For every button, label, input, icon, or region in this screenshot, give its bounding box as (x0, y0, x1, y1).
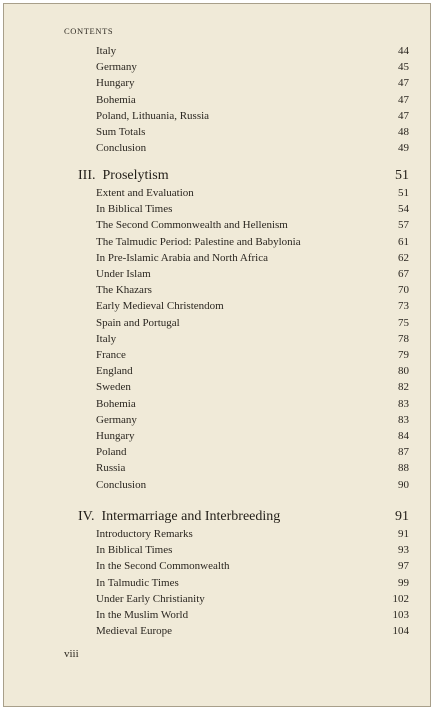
chapter-title-group (78, 166, 169, 186)
toc-entry (96, 75, 409, 91)
toc-entry (96, 250, 409, 266)
toc-entry (96, 201, 409, 217)
toc-entry-page: 80 (398, 365, 409, 378)
toc-entry (96, 396, 409, 412)
toc-entry-title: Hungary (96, 77, 135, 90)
toc-entry (96, 542, 409, 558)
toc-entry (96, 124, 409, 140)
toc-entry-title: Poland (96, 446, 127, 459)
toc-entry-page: 99 (398, 576, 409, 589)
toc-entry-title: The Talmudic Period: Palestine and Babylonia (96, 235, 301, 248)
toc-entry (96, 347, 409, 363)
toc-entry-page: 47 (398, 93, 409, 106)
toc-entry (96, 59, 409, 75)
toc-entry-title: In the Muslim World (96, 609, 189, 621)
toc-entry-title: In Biblical Times (96, 203, 173, 216)
chapter-title: Proselytism (102, 168, 169, 183)
toc-entry (96, 185, 409, 201)
toc-entry (96, 379, 409, 395)
toc-entry (96, 234, 409, 250)
toc-entry-title: In Talmudic Times (96, 576, 179, 589)
toc-entry (96, 315, 409, 331)
toc-entry-title: England (96, 365, 133, 378)
chapter-numeral: III. (78, 168, 96, 183)
toc-entry (96, 558, 409, 574)
toc-entry (96, 282, 409, 298)
running-head: CONTENTS (64, 26, 114, 36)
toc-entry (96, 477, 409, 493)
toc-entry-title: The Second Commonwealth and Hellenism (96, 219, 288, 232)
toc-entry-title: Extent and Evaluation (96, 187, 194, 199)
chapter-page: 91 (395, 509, 409, 524)
toc-entry-title: Introductory Remarks (96, 528, 193, 540)
toc-entry-title: The Khazars (96, 284, 152, 297)
toc-entry (96, 460, 409, 476)
toc-entry-page: 97 (398, 560, 409, 573)
toc-entry-title: France (96, 349, 126, 361)
toc-entry (96, 331, 409, 347)
toc-entry-title: Russia (96, 462, 126, 475)
toc-entry-page: 47 (398, 77, 409, 90)
page-number: viii (64, 648, 79, 660)
toc-entry-title: Germany (96, 61, 137, 74)
toc-entry-page: 88 (398, 462, 409, 475)
toc-entry-page: 78 (398, 332, 409, 345)
toc-entry-title: Italy (96, 332, 117, 345)
toc-entry-title: Spain and Portugal (96, 316, 180, 329)
toc-entry-title: In the Second Commonwealth (96, 560, 230, 573)
toc-entry-page: 104 (392, 625, 409, 638)
toc-entry-title: Under Islam (96, 268, 151, 280)
toc-entry-page: 82 (398, 381, 409, 394)
book-page (3, 3, 431, 707)
toc-entry-page: 51 (398, 187, 409, 199)
toc-entry (96, 298, 409, 314)
toc-entry-page: 84 (398, 430, 409, 442)
chapter-numeral: IV. (78, 509, 95, 524)
chapter-heading (78, 166, 409, 186)
toc-entry (96, 428, 409, 444)
toc-entry-page: 54 (398, 203, 409, 216)
toc-entry (96, 43, 409, 59)
toc-entry-title: Medieval Europe (96, 625, 173, 638)
toc-entry-title: Under Early Christianity (96, 592, 205, 605)
toc-entry-page: 70 (398, 284, 409, 297)
toc-entry-title: Conclusion (96, 142, 147, 155)
toc-entry-page: 91 (398, 528, 409, 540)
toc-entry-page: 83 (398, 413, 409, 426)
toc-entry-page: 79 (398, 349, 409, 361)
toc-entry (96, 108, 409, 124)
toc-entry (96, 92, 409, 108)
chapter-page: 51 (395, 168, 409, 183)
toc-entry-title: Early Medieval Christendom (96, 300, 224, 313)
toc-entry (96, 444, 409, 460)
toc-entry-title: Bohemia (96, 93, 136, 106)
toc-entry-title: Hungary (96, 430, 135, 442)
toc-entry-page: 83 (398, 397, 409, 410)
toc-entry (96, 591, 409, 607)
toc-entry-title: Conclusion (96, 478, 147, 491)
toc-entry-title: Bohemia (96, 397, 136, 410)
toc-entry-page: 90 (398, 478, 409, 491)
toc-entry-page: 48 (398, 126, 409, 138)
toc-entry (96, 217, 409, 233)
toc-entry-page: 67 (398, 268, 409, 280)
toc-entry-title: Italy (96, 45, 117, 57)
toc-entry-page: 62 (398, 251, 409, 264)
toc-entry (96, 266, 409, 282)
toc-entry-title: Poland, Lithuania, Russia (96, 109, 210, 122)
toc-entry-page: 102 (392, 592, 409, 605)
toc-entry (96, 140, 409, 156)
toc-entry (96, 623, 409, 639)
toc-entry-page: 75 (398, 316, 409, 329)
toc-entry-page: 73 (398, 300, 409, 313)
chapter-title-group (78, 507, 280, 527)
toc-entry-title: Germany (96, 413, 137, 426)
toc-entry-page: 44 (398, 45, 409, 57)
toc-entry-title: In Pre-Islamic Arabia and North Africa (96, 251, 268, 264)
toc-entry-page: 47 (398, 109, 409, 122)
toc-entry (96, 526, 409, 542)
toc-entry-page: 103 (392, 609, 409, 621)
toc-entry-page: 57 (398, 219, 409, 232)
chapter-title: Intermarriage and Interbreeding (101, 509, 281, 524)
toc-entry (96, 607, 409, 623)
toc-entry-page: 45 (398, 61, 409, 74)
toc-entry-title: Sweden (96, 381, 131, 394)
toc-entry-page: 49 (398, 142, 409, 155)
toc-entry (96, 575, 409, 591)
chapter-heading (78, 507, 409, 527)
toc-entry-page: 61 (398, 235, 409, 248)
toc-entry (96, 412, 409, 428)
toc-entry-page: 93 (398, 544, 409, 557)
toc-entry-page: 87 (398, 446, 409, 459)
toc-entry-title: In Biblical Times (96, 544, 173, 557)
toc-entry-title: Sum Totals (96, 126, 146, 138)
toc-entry (96, 363, 409, 379)
